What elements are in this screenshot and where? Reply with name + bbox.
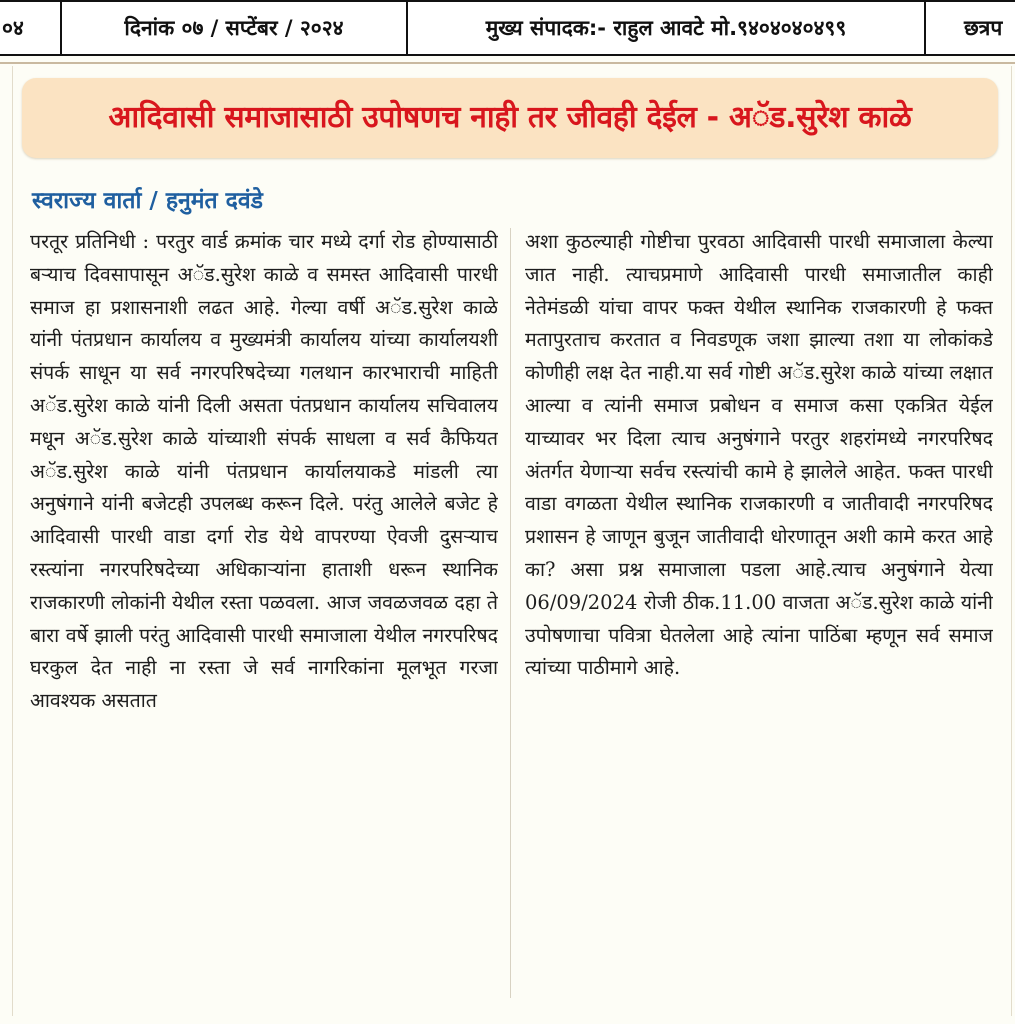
article-column-left: [30, 226, 498, 1006]
chief-editor: मुख्य संपादक:- राहुल आवटे मो.९४०४०४०४९९: [408, 2, 926, 54]
article-byline: स्वराज्य वार्ता / हनुमंत दवंडे: [32, 188, 263, 214]
page-number: ०४: [0, 2, 62, 54]
issue-date: दिनांक ०७ / सप्टेंबर / २०२४: [62, 2, 408, 54]
column-left-text: परतूर प्रतिनिधी : परतुर वार्ड क्रमांक चार मध्ये दर्गा रोड होण्यासाठी बऱ्याच दिवसापासून अॅड.सुरेश काळे व समस्त आदिवासी पारधी समाज हा प्रशासनाशी लढत आहे. गेल्या वर्षी अॅड.सुरेश काळे यांनी पंतप्रधान कार्यालय व मुख्यमंत्री कार्यालय यांच्या कार्यालयशी संपर्क साधून या सर्व नगरपरिषदेच्या गलथान कारभाराची माहिती अॅड.सुरेश काळे यांनी दिली असता पंतप्रधान कार्यालय सचिवालय मधून अॅड.सुरेश काळे यांच्याशी संपर्क साधला व सर्व कैफियत अॅड.सुरेश काळे यांनी पंतप्रधान कार्यालयाकडे मांडली त्या अनुषंगाने यांनी बजेटही उपलब्ध करून दिले. परंतु आलेले बजेट हे आदिवासी पारधी वाडा दर्गा रोड येथे वापरण्या ऐवजी दुसऱ्याच रस्त्यांना नगरपरिषदेच्या अधिकाऱ्यांना हाताशी धरून स्थानिक राजकारणी लोकांनी येथील रस्ता पळवला. आज जवळजवळ दहा ते बारा वर्षे झाली परंतु आदिवासी पारधी समाजाला येथील नगरपरिषद घरकुल देत नाही ना रस्ता जे सर्व नागरिकांना मूलभूत गरजा आवश्यक असतात: [30, 230, 498, 713]
city-name: छत्रप: [964, 16, 1003, 40]
article-headline: आदिवासी समाजासाठी उपोषणच नाही तर जीवही देईल - अॅड.सुरेश काळे: [108, 100, 912, 135]
column-divider: [510, 228, 511, 998]
masthead-divider: [0, 62, 1015, 64]
column-right-text: अशा कुठल्याही गोष्टीचा पुरवठा आदिवासी पारधी समाजाला केल्या जात नाही. त्याचप्रमाणे आदिवासी पारधी समाजातील काही नेतेमंडळी यांचा वापर फक्त येथील स्थानिक राजकारणी हे फक्त मतापुरताच करतात व निवडणूक जशा झाल्या तशा या लोकांकडे कोणीही लक्ष देत नाही.या सर्व गोष्टी अॅड.सुरेश काळे यांच्या लक्षात आल्या व त्यांनी समाज प्रबोधन व समाज कसा एकत्रित येईल याच्यावर भर दिला त्याच अनुषंगाने परतुर शहरांमध्ये नगरपरिषद अंतर्गत येणाऱ्या सर्वच रस्त्यांची कामे हे झालेले आहेत. फक्त पारधी वाडा वगळता येथील स्थानिक राजकारणी व जातीवादी नगरपरिषद प्रशासन हे जाणून बुजून जातीवादी धोरणातून अशी कामे करत आहे का? असा प्रश्न समाजाला पडला आहे.त्याच अनुषंगाने येत्या 06/09/2024 रोजी ठीक.11.00 वाजता अॅड.सुरेश काळे यांनी उपोषणाचा पवित्रा घेतलेला आहे त्यांना पाठिंबा म्हणून सर्व समाज त्यांच्या पाठीमागे आहे.: [525, 230, 993, 680]
headline-banner: [22, 78, 998, 158]
masthead-bar: [0, 0, 1015, 56]
article-column-right: [525, 226, 993, 1006]
